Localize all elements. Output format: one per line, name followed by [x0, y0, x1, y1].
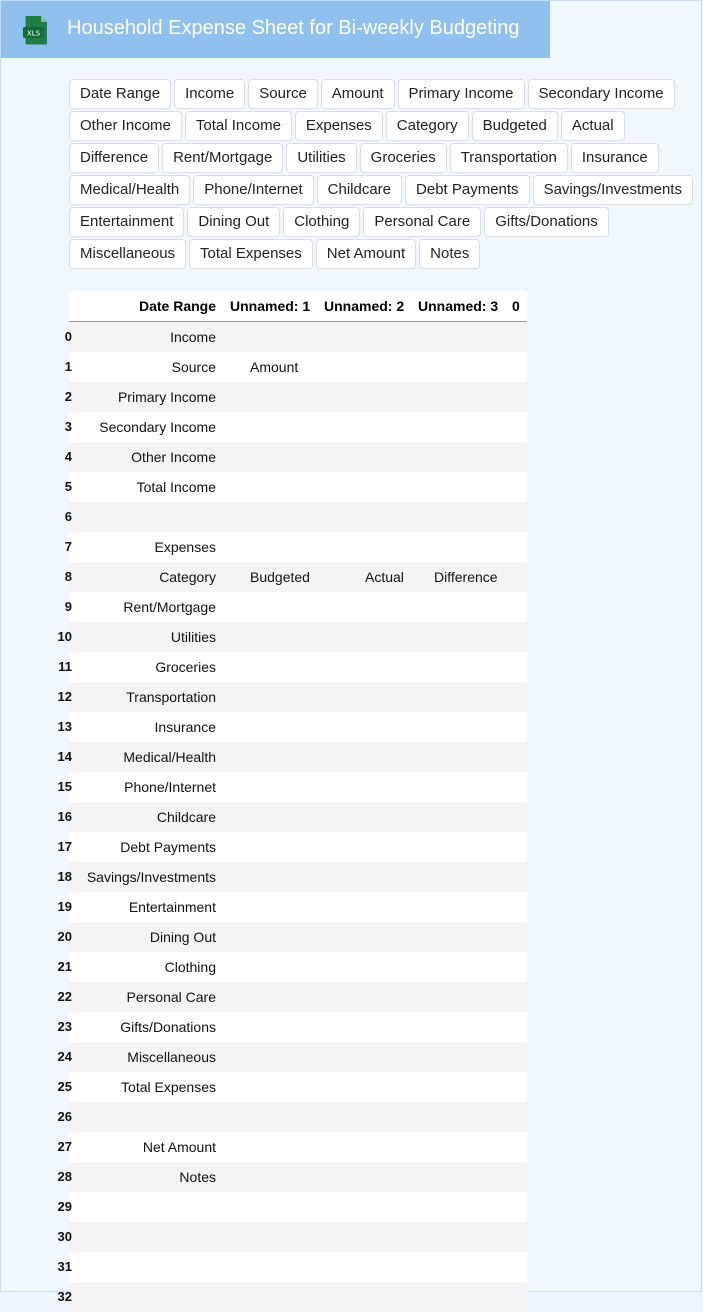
table-row[interactable] [64, 592, 527, 622]
row-index: 28 [57, 1169, 72, 1184]
row-index: 11 [58, 659, 72, 674]
table-cell[interactable]: Childcare [156, 809, 216, 825]
table-cell[interactable]: Notes [179, 1169, 216, 1185]
table-row[interactable] [57, 832, 527, 862]
table-row[interactable] [64, 442, 527, 472]
row-index: 4 [64, 449, 72, 464]
row-index: 32 [57, 1289, 72, 1304]
column-chip[interactable]: Gifts/Donations [484, 207, 609, 237]
table-row[interactable] [57, 1102, 527, 1132]
table-row[interactable] [64, 562, 527, 592]
table-cell[interactable]: Category [159, 569, 216, 585]
row-index: 24 [57, 1049, 72, 1064]
column-chip[interactable]: Savings/Investments [533, 175, 693, 205]
column-chip[interactable]: Actual [561, 111, 625, 141]
table-body [57, 322, 527, 1312]
xls-file-icon [23, 15, 51, 45]
page-title: Household Expense Sheet for Bi-weekly Budgeting [67, 17, 520, 39]
table-row[interactable] [57, 622, 527, 652]
row-index: 29 [57, 1199, 72, 1214]
row-index: 13 [57, 719, 72, 734]
column-chip[interactable]: Miscellaneous [69, 239, 186, 269]
column-chip[interactable]: Difference [69, 143, 159, 173]
table-cell[interactable]: Difference [434, 569, 498, 585]
column-header-unnamed-3[interactable]: Unnamed: 3 [418, 298, 499, 314]
row-index: 30 [57, 1229, 72, 1244]
table-row[interactable] [57, 922, 527, 952]
table-row[interactable] [64, 322, 527, 352]
table-cell[interactable]: Debt Payments [120, 839, 216, 855]
column-chip[interactable]: Category [386, 111, 469, 141]
table-cell[interactable]: Primary Income [117, 389, 216, 405]
table-row[interactable] [57, 1162, 527, 1192]
row-index: 7 [64, 539, 72, 554]
table-row[interactable] [57, 1132, 527, 1162]
row-index: 23 [57, 1019, 72, 1034]
row-index: 8 [64, 569, 72, 584]
table-row[interactable] [57, 1192, 527, 1222]
column-chip[interactable]: Personal Care [363, 207, 481, 237]
column-chip[interactable]: Income [174, 79, 245, 109]
column-chip[interactable]: Childcare [317, 175, 402, 205]
column-chip[interactable]: Secondary Income [528, 79, 675, 109]
column-chip[interactable]: Clothing [283, 207, 360, 237]
table-row[interactable] [57, 862, 527, 892]
table-cell[interactable]: Personal Care [126, 989, 216, 1005]
table-row[interactable] [57, 1222, 527, 1252]
table-row[interactable] [64, 502, 527, 532]
column-chip[interactable]: Notes [419, 239, 480, 269]
row-index: 16 [57, 809, 72, 824]
table-cell[interactable]: Secondary Income [99, 419, 216, 435]
table-header [69, 291, 527, 322]
table-row[interactable] [57, 982, 527, 1012]
table-cell[interactable]: Source [171, 359, 216, 375]
column-chip[interactable]: Dining Out [187, 207, 280, 237]
table-cell[interactable]: Entertainment [128, 899, 216, 915]
column-chip[interactable]: Utilities [286, 143, 356, 173]
row-index: 5 [64, 479, 72, 494]
table-row[interactable] [57, 712, 527, 742]
table-cell[interactable]: Income [170, 329, 216, 345]
table-cell[interactable]: Medical/Health [123, 749, 216, 765]
data-table [57, 291, 527, 1312]
table-row[interactable] [58, 652, 527, 682]
column-chip[interactable]: Transportation [450, 143, 568, 173]
row-index: 21 [57, 959, 72, 974]
table-row[interactable] [57, 1012, 527, 1042]
table-row[interactable] [57, 742, 527, 772]
table-cell[interactable]: Utilities [170, 629, 216, 645]
column-chip[interactable]: Date Range [69, 79, 171, 109]
row-index: 15 [57, 779, 72, 794]
column-chip[interactable]: Medical/Health [69, 175, 190, 205]
table-row[interactable] [57, 892, 527, 922]
table-cell[interactable]: Actual [365, 569, 404, 585]
table-row[interactable] [64, 532, 527, 562]
table-cell[interactable]: Rent/Mortgage [123, 599, 216, 615]
table-row[interactable] [64, 472, 527, 502]
table-row[interactable] [57, 1282, 527, 1312]
chip-row [69, 79, 703, 109]
row-index: 27 [57, 1139, 72, 1154]
table-cell[interactable]: Insurance [154, 719, 216, 735]
table-cell[interactable]: Transportation [126, 689, 216, 705]
row-index: 19 [57, 899, 72, 914]
row-index: 1 [64, 359, 72, 374]
row-index: 17 [57, 839, 72, 854]
table-row[interactable] [57, 1072, 527, 1102]
chip-row [69, 207, 703, 237]
table-row[interactable] [57, 952, 527, 982]
column-chip[interactable]: Expenses [295, 111, 383, 141]
row-index: 18 [57, 869, 72, 884]
chip-row [69, 175, 703, 205]
column-chip[interactable]: Insurance [571, 143, 659, 173]
svg-text:XLS: XLS [26, 29, 41, 38]
row-index: 31 [57, 1259, 72, 1274]
table-row[interactable] [57, 682, 527, 712]
column-chip[interactable]: Net Amount [316, 239, 416, 269]
table-cell[interactable]: Clothing [164, 959, 216, 975]
column-header-unnamed-2[interactable]: Unnamed: 2 [324, 298, 405, 314]
table-cell[interactable]: Budgeted [250, 569, 310, 585]
row-index: 20 [57, 929, 72, 944]
chip-row [69, 143, 703, 173]
table-row[interactable] [57, 1252, 527, 1282]
column-chip[interactable]: Total Expenses [189, 239, 313, 269]
row-index: 26 [57, 1109, 72, 1124]
column-header-unnamed-1[interactable]: Unnamed: 1 [230, 298, 311, 314]
column-chip-list [69, 79, 703, 271]
table-row[interactable] [64, 382, 527, 412]
column-chip[interactable]: Primary Income [398, 79, 525, 109]
column-chip[interactable]: Rent/Mortgage [162, 143, 283, 173]
table-cell[interactable]: Miscellaneous [127, 1049, 216, 1065]
row-index: 14 [57, 749, 72, 764]
column-chip[interactable]: Total Income [185, 111, 292, 141]
table-cell[interactable]: Amount [250, 359, 299, 375]
column-chip[interactable]: Other Income [69, 111, 182, 141]
chip-row [69, 239, 703, 269]
row-index: 6 [64, 509, 72, 524]
table-cell[interactable]: Net Amount [142, 1139, 216, 1155]
table-cell[interactable]: Dining Out [149, 929, 216, 945]
row-index: 0 [64, 329, 72, 344]
row-index: 25 [57, 1079, 72, 1094]
column-chip[interactable]: Entertainment [69, 207, 184, 237]
row-index: 3 [64, 419, 72, 434]
table-cell[interactable]: Total Income [136, 479, 216, 495]
row-index: 2 [64, 389, 72, 404]
column-chip[interactable]: Phone/Internet [193, 175, 313, 205]
column-chip[interactable]: Source [248, 79, 318, 109]
column-header-date-range[interactable]: Date Range [138, 298, 216, 314]
column-header-0[interactable]: 0 [512, 298, 520, 314]
row-index: 12 [57, 689, 72, 704]
title-bar [1, 1, 550, 58]
column-chip[interactable]: Budgeted [472, 111, 558, 141]
row-index: 10 [57, 629, 72, 644]
table-cell[interactable]: Total Expenses [121, 1079, 216, 1095]
column-chip[interactable]: Debt Payments [405, 175, 530, 205]
table-row[interactable] [57, 802, 527, 832]
chip-row [69, 111, 703, 141]
table-cell[interactable]: Expenses [154, 539, 216, 555]
column-chip[interactable]: Groceries [360, 143, 447, 173]
table-cell[interactable]: Savings/Investments [86, 869, 216, 885]
table-cell[interactable]: Phone/Internet [124, 779, 216, 795]
table-row[interactable] [57, 1042, 527, 1072]
table-row[interactable] [64, 352, 527, 382]
table-cell[interactable]: Groceries [155, 659, 216, 675]
table-row[interactable] [64, 412, 527, 442]
column-chip[interactable]: Amount [321, 79, 395, 109]
row-index: 22 [57, 989, 72, 1004]
table-cell[interactable]: Gifts/Donations [120, 1019, 216, 1035]
table-cell[interactable]: Other Income [131, 449, 216, 465]
table-row[interactable] [57, 772, 527, 802]
row-index: 9 [64, 599, 72, 614]
